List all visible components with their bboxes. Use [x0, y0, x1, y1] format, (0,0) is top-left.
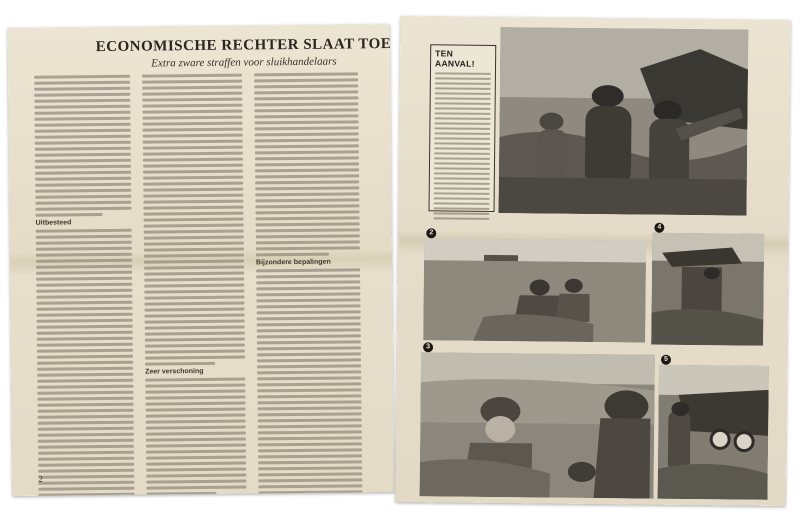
page-number: 2 [38, 473, 43, 484]
photo-number-badge: 5 [661, 355, 671, 365]
section-heading: Uitbesteed [35, 219, 72, 227]
photo-tank-top [651, 233, 764, 346]
section-heading: Bijzondere bepalingen [255, 258, 331, 267]
section-heading: Zeer verschoning [145, 367, 204, 376]
right-newspaper-page [395, 16, 790, 506]
article-column-2 [142, 74, 246, 496]
photo-field-soldiers [423, 238, 646, 342]
photo-number-badge: 2 [426, 228, 436, 238]
photo-tank-bottom [658, 365, 769, 500]
box-title: TEN AANVAL! [435, 48, 475, 69]
photo-number-badge: 4 [654, 223, 664, 233]
article-column-3 [254, 72, 362, 496]
photo-soldiers-closeup [420, 352, 655, 498]
left-newspaper-page [8, 24, 395, 496]
sidebar-box [429, 44, 497, 212]
page-headline: ECONOMISCHE RECHTER SLAAT TOE [95, 35, 392, 56]
page-subheadline: Extra zware straffen voor sluikhandelaars [151, 55, 337, 70]
photo-number-badge: 3 [423, 342, 433, 352]
photo-soldiers-top [498, 27, 748, 216]
article-column-1 [34, 75, 135, 496]
